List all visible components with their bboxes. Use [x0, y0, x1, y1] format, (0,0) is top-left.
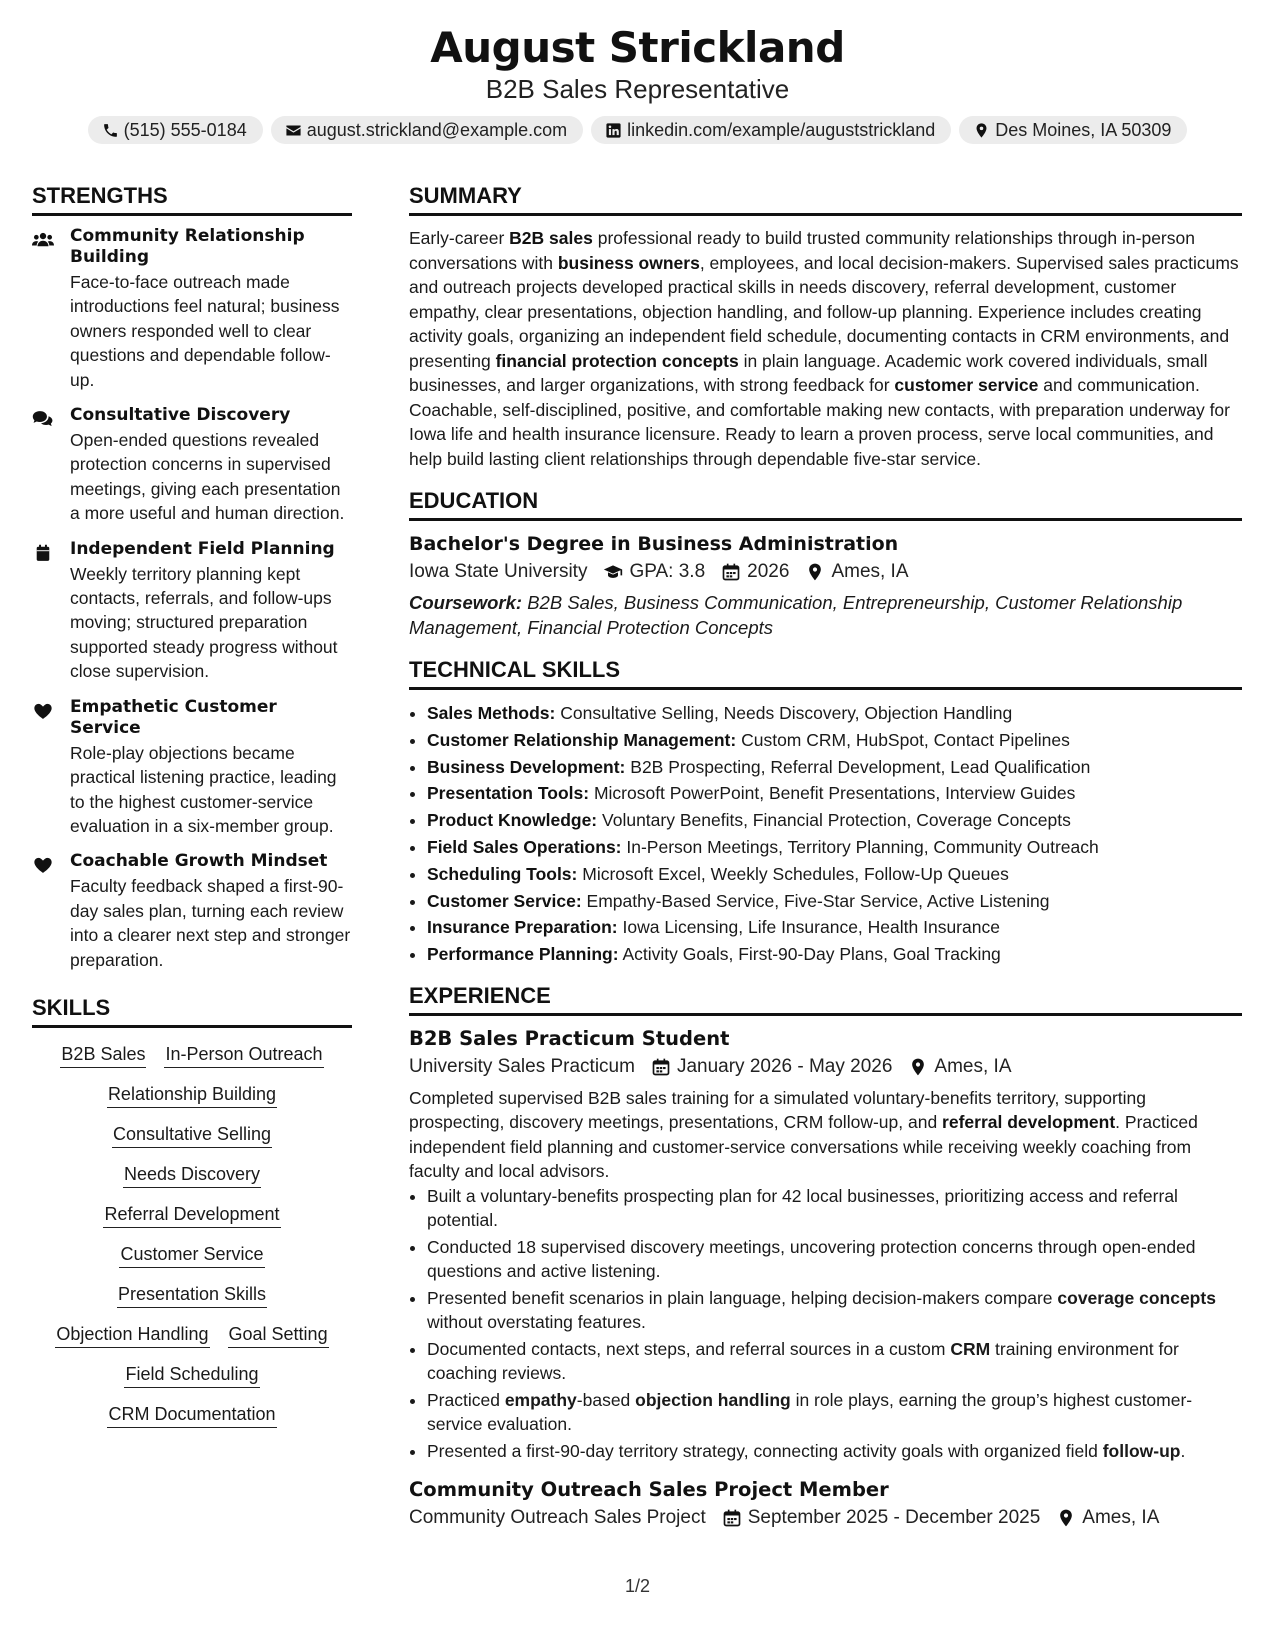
technical-skill-value: In-Person Meetings, Territory Planning, Community Outreach: [626, 836, 1099, 857]
right-column: [409, 182, 1242, 1533]
resume-header: [0, 22, 1275, 144]
technical-skill-value: B2B Prospecting, Referral Development, Lead Qualification: [630, 756, 1091, 777]
calendar-icon: [722, 1508, 742, 1528]
job-organization: University Sales Practicum: [409, 1055, 635, 1077]
education-coursework: [409, 591, 1242, 640]
job-organization: Community Outreach Sales Project: [409, 1507, 706, 1529]
job-bullet: • Presented a first-90-day territory strategy, connecting activity goals with organized field follow-up.: [427, 1439, 1242, 1464]
contact-location: [959, 116, 1187, 144]
strength-item: [32, 697, 352, 839]
candidate-name: August Strickland: [430, 23, 845, 72]
technical-skill-item: [427, 780, 1242, 807]
strength-description: Face-to-face outreach made introductions feel natural; business owners responded well to clear questions and dependable follow-up.: [70, 272, 340, 390]
technical-skill-label: Customer Relationship Management:: [427, 729, 737, 750]
job-meta: [409, 1503, 1242, 1533]
users-icon: [32, 226, 70, 392]
technical-skill-item: [427, 727, 1242, 754]
section-title-skills: SKILLS: [32, 994, 352, 1028]
experience-item: [409, 1477, 1242, 1533]
strength-description: Weekly territory planning kept contacts, referrals, and follow-ups moving; structured preparation supported steady progress without close supervision.: [70, 563, 338, 682]
envelope-icon: [285, 122, 302, 139]
technical-skill-label: Sales Methods:: [427, 703, 556, 723]
calendar-icon: [721, 562, 741, 582]
technical-skills-list: [409, 700, 1242, 968]
technical-skill-item: [427, 754, 1242, 781]
technical-skill-value: Custom CRM, HubSpot, Contact Pipelines: [741, 729, 1070, 750]
technical-skill-label: Product Knowledge:: [427, 810, 598, 831]
left-column: [32, 182, 352, 1428]
skill-row: [40, 1282, 344, 1308]
technical-skill-value: Empathy-Based Service, Five-Star Service, Active Listening: [586, 890, 1050, 911]
education-year: 2026: [747, 561, 790, 582]
skill-tag: Customer Service: [119, 1242, 264, 1268]
skill-row: [40, 1362, 344, 1388]
contact-phone[interactable]: [88, 116, 263, 144]
education-location: Ames, IA: [831, 561, 909, 582]
coursework-label: Coursework:: [409, 592, 523, 613]
technical-skill-value: Activity Goals, First-90-Day Plans, Goal Tracking: [622, 944, 1001, 965]
job-bullet: • Presented benefit scenarios in plain language, helping decision-makers compare coverage concepts without overstating features.: [427, 1286, 1242, 1335]
skill-tag: Goal Setting: [228, 1322, 329, 1348]
job-bullet: • Documented contacts, next steps, and referral sources in a custom CRM training environment for coaching reviews.: [427, 1337, 1242, 1386]
technical-skill-value: Iowa Licensing, Life Insurance, Health Insurance: [622, 917, 1000, 938]
map-pin-icon: [908, 1057, 928, 1077]
technical-skill-label: Field Sales Operations:: [427, 836, 622, 857]
skill-tag: CRM Documentation: [107, 1402, 276, 1428]
strength-description: Role-play objections became practical listening practice, leading to the highest customer-service evaluation in a six-member group.: [70, 742, 337, 836]
strength-item: [32, 405, 352, 526]
technical-skill-item: [427, 914, 1242, 941]
candidate-title: B2B Sales Representative: [485, 74, 790, 104]
strength-title: Community Relationship Building: [70, 226, 305, 267]
technical-skill-item: [427, 861, 1242, 888]
strength-description: Open-ended questions revealed protection concerns in supervised meetings, giving each presentation a more useful and human direction.: [70, 430, 345, 524]
page-number: 1/2: [624, 1576, 651, 1596]
summary-text: Early-career B2B sales professional ready to build trusted community relationships through in-person conversations with business owners, employees, and local decision-makers. Supervised sales practicums and outreach projects developed practical skills in needs discovery, referral development, customer empathy, clear presentations, objection handling, and follow-up planning. Experience includes creating activity goals, organizing an independent field schedule, documenting contacts in CRM environments, and presenting financial protection concepts in plain language. Academic work covered individuals, small businesses, and larger organizations, with strong feedback for customer service and communication. Coachable, self-disciplined, positive, and comfortable making new contacts, with preparation underway for Iowa life and health insurance licensure. Ready to learn a proven process, serve local communities, and help build lasting client relationships through dependable five-star service.: [409, 228, 1239, 469]
technical-skill-item: [427, 834, 1242, 861]
job-dates: January 2026 - May 2026: [676, 1055, 893, 1077]
experience-item: [409, 1026, 1242, 1464]
education-gpa: GPA: 3.8: [629, 561, 706, 582]
contact-email[interactable]: [271, 116, 583, 144]
job-summary: Completed supervised B2B sales training for a simulated voluntary-benefits territory, supporting prospecting, discovery meetings, presentations, CRM follow-up, and referral development. Practiced independent field planning and customer-service conversations while receiving weekly coaching from faculty and local advisors.: [409, 1087, 1198, 1182]
map-pin-icon: [805, 562, 825, 582]
job-bullet: • Practiced empathy-based objection handling in role plays, earning the group’s highest customer-service evaluation.: [427, 1388, 1242, 1437]
job-location: Ames, IA: [934, 1055, 1012, 1077]
location-text: Des Moines, IA 50309: [995, 120, 1172, 140]
technical-skill-value: Microsoft PowerPoint, Benefit Presentations, Interview Guides: [593, 783, 1076, 804]
skill-tag: Referral Development: [103, 1202, 280, 1228]
skill-tag: In-Person Outreach: [164, 1042, 323, 1068]
job-dates: September 2025 - December 2025: [747, 1507, 1041, 1529]
technical-skill-item: [427, 888, 1242, 915]
skill-tag: Relationship Building: [107, 1082, 277, 1108]
skill-tag: Objection Handling: [55, 1322, 209, 1348]
technical-skill-item: [427, 700, 1242, 727]
education-school: Iowa State University: [409, 561, 588, 582]
technical-skill-label: Insurance Preparation:: [427, 917, 618, 938]
technical-skill-item: [427, 941, 1242, 968]
job-title: Community Outreach Sales Project Member: [409, 1478, 889, 1502]
skill-row: [40, 1322, 344, 1348]
skill-tag: Consultative Selling: [112, 1122, 272, 1148]
skill-tag: Field Scheduling: [124, 1362, 259, 1388]
technical-skill-value: Voluntary Benefits, Financial Protection, Coverage Concepts: [602, 810, 1071, 831]
linkedin-text: linkedin.com/example/auguststrickland: [627, 120, 936, 140]
calendar-icon: [32, 539, 70, 684]
strength-item: [32, 226, 352, 392]
technical-skill-label: Performance Planning:: [427, 944, 619, 965]
strength-description: Faculty feedback shaped a first-90-day sales plan, turning each review into a clearer next step and stronger preparation.: [70, 876, 351, 970]
section-title-technical-skills: TECHNICAL SKILLS: [409, 656, 1242, 690]
skill-tag: Presentation Skills: [117, 1282, 267, 1308]
skills-list: [32, 1042, 352, 1428]
graduation-cap-icon: [603, 562, 623, 582]
skill-row: [40, 1082, 344, 1108]
contact-bar: [0, 116, 1275, 144]
section-title-strengths: STRENGTHS: [32, 182, 352, 216]
strength-title: Consultative Discovery: [70, 405, 291, 426]
heart-icon: [32, 851, 70, 972]
skill-row: [40, 1122, 344, 1148]
section-title-experience: EXPERIENCE: [409, 982, 1242, 1016]
comments-icon: [32, 405, 70, 526]
strength-title: Empathetic Customer Service: [70, 696, 277, 738]
technical-skill-label: Business Development:: [427, 756, 626, 777]
education-meta: [409, 557, 1242, 587]
technical-skill-label: Presentation Tools:: [427, 783, 590, 804]
skill-row: [40, 1242, 344, 1268]
coursework-list: B2B Sales, Business Communication, Entrepreneurship, Customer Relationship Management, Financial Protection Concepts: [409, 592, 1183, 638]
skill-row: [40, 1042, 344, 1068]
job-meta: [409, 1052, 1242, 1082]
map-pin-icon: [973, 122, 990, 139]
education-degree: Bachelor's Degree in Business Administration: [409, 533, 899, 555]
contact-linkedin[interactable]: [591, 116, 951, 144]
heart-icon: [32, 697, 70, 839]
strength-title: Coachable Growth Mindset: [70, 851, 328, 872]
email-text: august.strickland@example.com: [306, 120, 568, 140]
strength-title: Independent Field Planning: [70, 538, 335, 559]
experience-list: [409, 1026, 1242, 1534]
skill-tag: Needs Discovery: [123, 1162, 261, 1188]
job-title: B2B Sales Practicum Student: [409, 1026, 730, 1050]
skill-row: [40, 1402, 344, 1428]
job-bullet: • Built a voluntary-benefits prospecting plan for 42 local businesses, prioritizing access and referral potential.: [427, 1184, 1242, 1233]
strength-item: [32, 539, 352, 684]
section-title-education: EDUCATION: [409, 487, 1242, 521]
map-pin-icon: [1056, 1508, 1076, 1528]
phone-icon: [102, 122, 119, 139]
job-location: Ames, IA: [1082, 1507, 1160, 1529]
technical-skill-label: Customer Service:: [427, 890, 582, 911]
calendar-icon: [651, 1057, 671, 1077]
job-bullets: [409, 1184, 1242, 1464]
section-title-summary: SUMMARY: [409, 182, 1242, 216]
technical-skill-value: Microsoft Excel, Weekly Schedules, Follow-Up Queues: [582, 863, 1009, 884]
skill-row: [40, 1202, 344, 1228]
strengths-list: [32, 226, 352, 972]
job-bullet: • Conducted 18 supervised discovery meetings, uncovering protection concerns through open-ended questions and active listening.: [427, 1235, 1242, 1284]
strength-item: [32, 851, 352, 972]
technical-skill-item: [427, 807, 1242, 834]
phone-text: (515) 555-0184: [123, 120, 247, 140]
skill-row: [40, 1162, 344, 1188]
skill-tag: B2B Sales: [60, 1042, 146, 1068]
technical-skill-label: Scheduling Tools:: [427, 863, 578, 884]
linkedin-icon: [605, 122, 622, 139]
technical-skill-value: Consultative Selling, Needs Discovery, Objection Handling: [560, 703, 1013, 723]
